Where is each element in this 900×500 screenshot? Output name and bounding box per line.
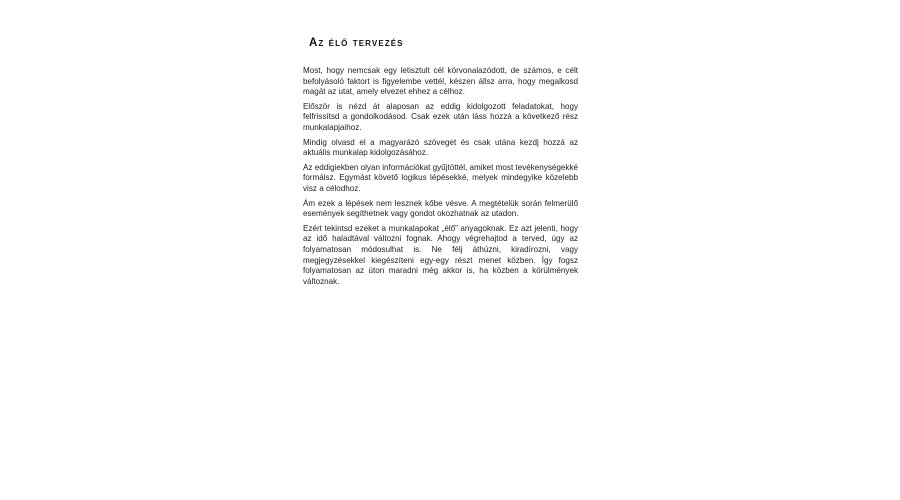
section-heading: Az élő tervezés (309, 37, 404, 49)
paragraph-4: Az eddigiekben olyan információkat gyűjtöttél, amiket most tevékenységekké formálsz. Egymást követő logikus lépésekké, melyek mindegyike közelebb visz a célodhoz. (303, 162, 578, 193)
paragraph-5: Ám ezek a lépések nem lesznek kőbe vésve. A megtételük során felmerülő események segíthetnek vagy gondot okozhatnak az utadon. (303, 198, 578, 219)
text-column (303, 36, 578, 291)
paragraph-2: Először is nézd át alaposan az eddig kidolgozott feladatokat, hogy felfrissítsd a gondolkodásod. Csak ezek után láss hozzá a következő rész munkalapjaihoz. (303, 101, 578, 132)
paragraph-6: Ezért tekintsd ezeket a munkalapokat „élő” anyagoknak. Ez azt jelenti, hogy az idő haladtával változni fognak. Ahogy végrehajtod a terved, úgy az folyamatosan módosulhat is. Ne félj áthúzni, kiradírozni, vagy megjegyzésekkel kiegészíteni egy-egy részt menet közben. Így fogsz folyamatosan az úton maradni még akkor is, ha közben a körülmények változnak. (303, 223, 578, 286)
paragraph-1: Most, hogy nemcsak egy letisztult cél körvonalazódott, de számos, e célt befolyásoló faktort is figyelembe vettél, készen állsz arra, hogy megalkosd magát az utat, amely elvezet ehhez a célhoz. (303, 66, 578, 97)
paragraph-3: Mindig olvasd el a magyarázó szöveget és csak utána kezdj hozzá az aktuális munkalap kidolgozásához. (303, 137, 578, 158)
